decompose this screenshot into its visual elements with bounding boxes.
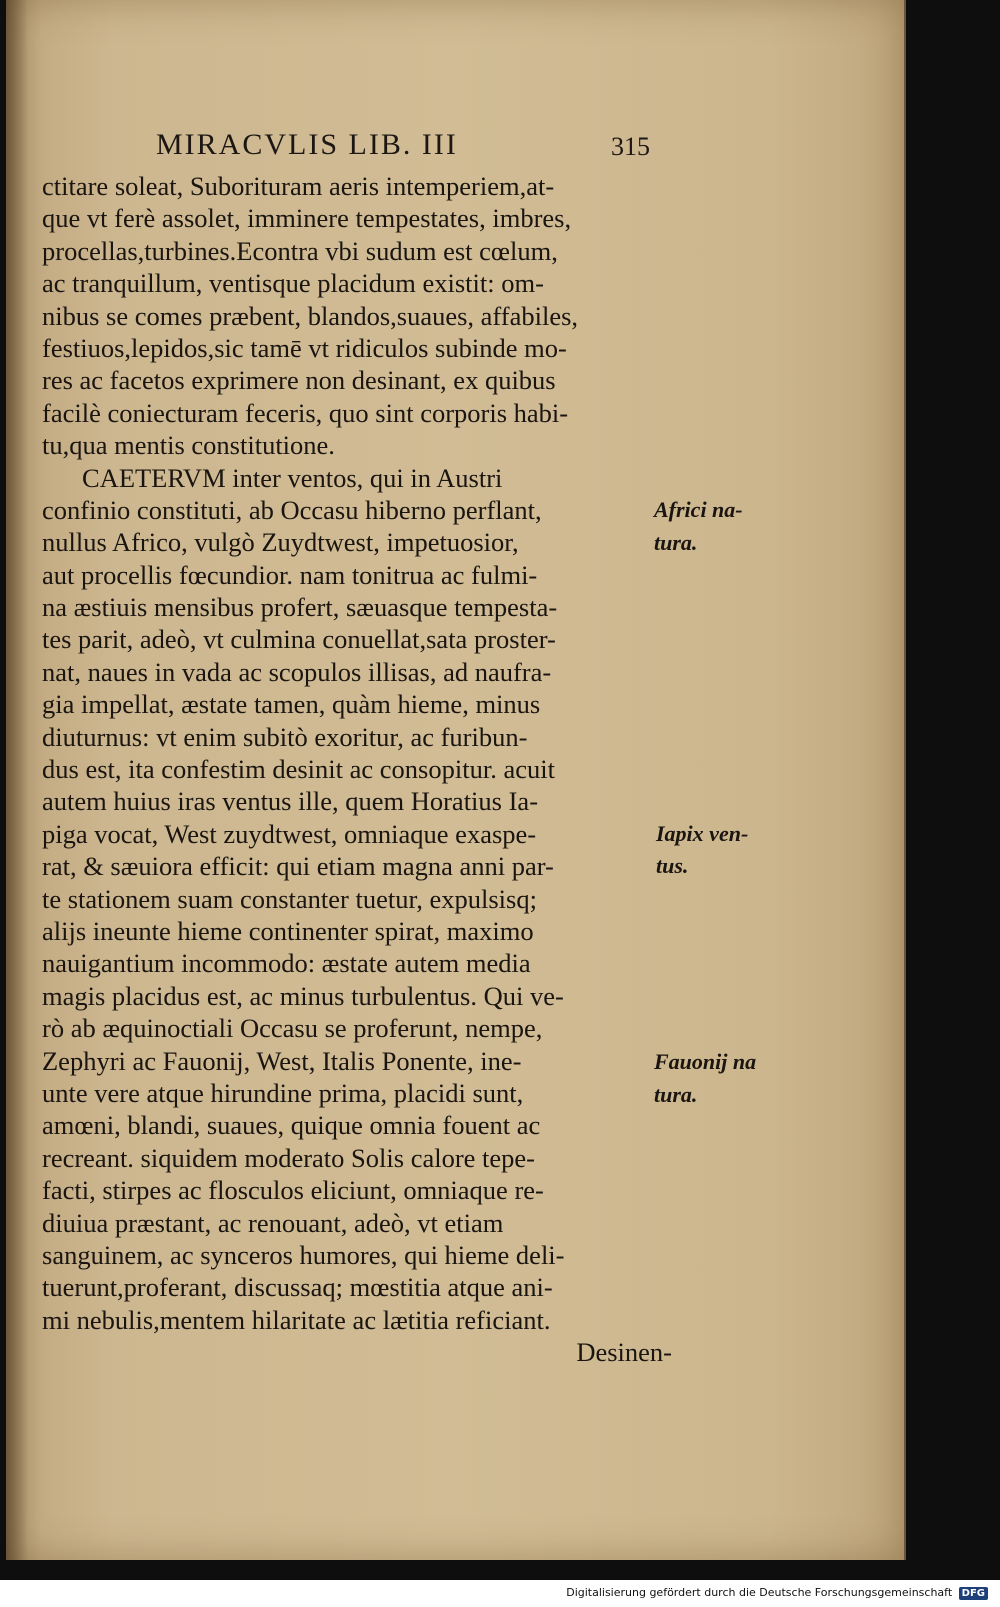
text-line: rò ab æquinoctiali Occasu se proferunt, nempe, [42,1013,543,1044]
text-line: nibus se comes præbent, blandos,suaues, affabiles, [42,300,579,331]
marginal-note: tura. [654,1082,698,1107]
text-line: autem huius iras ventus ille, quem Horatius Ia- [42,786,539,817]
catchword: Desinen- [576,1337,672,1368]
text-line: sanguinem, ac synceros humores, qui hieme deli- [42,1239,565,1270]
text-line: aut procellis fœcundior. nam tonitrua ac fulmi- [42,559,538,590]
text-line: ctitare soleat, Suborituram aeris intemperiem,at- [42,171,555,201]
text-line: facilè coniecturam feceris, quo sint corporis habi- [42,397,569,428]
running-head-title: MIRACVLIS LIB. III [156,128,458,161]
page-number: 315 [611,132,650,161]
text-line: nauigantium incommodo: æstate autem media [42,948,531,979]
text-line: piga vocat, West zuydtwest, omniaque exaspe- [42,818,537,849]
text-line: Zephyri ac Fauonij, West, Italis Ponente, ine- [42,1045,522,1076]
book-page [6,0,906,1560]
text-line: unte vere atque hirundine prima, placidi sunt, [42,1077,524,1108]
text-line: tu,qua mentis constitutione. [42,430,335,461]
text-line: que vt ferè assolet, imminere tempestates, imbres, [42,203,572,234]
text-line: alijs ineunte hieme continenter spirat, maximo [42,915,534,946]
text-line: gia impellat, æstate tamen, quàm hieme, minus [42,689,541,720]
credit-text: Digitalisierung gefördert durch die Deutsche Forschungsgemeinschaft [566,1586,953,1599]
text-line: diuturnus: vt enim subitò exoritur, ac furibun- [42,721,528,752]
text-line: recreant. siquidem moderato Solis calore tepe- [42,1142,536,1173]
text-line: facti, stirpes ac flosculos eliciunt, omniaque re- [42,1175,544,1206]
text-line: dus est, ita confestim desinit ac consopitur. acuit [42,754,555,785]
text-line: tuerunt,proferant, discussaq; mœstitia atque ani- [42,1272,553,1303]
text-line: CAETERVM inter ventos, qui in Austri [82,462,503,493]
text-line: magis placidus est, ac minus turbulentus. Qui ve- [42,980,564,1011]
marginal-note: tura. [654,530,698,555]
marginal-note: Fauonij na [654,1049,757,1074]
text-line: te stationem suam constanter tuetur, expulsisq; [42,883,537,914]
marginal-note: Iapix ven- [656,821,749,846]
digitization-credit [566,1586,988,1600]
text-line: nullus Africo, vulgò Zuydtwest, impetuosior, [42,527,519,558]
text-line: diuiua præstant, ac renouant, adeò, vt etiam [42,1207,504,1238]
text-line: tes parit, adeò, vt culmina conuellat,sata proster- [42,624,556,655]
text-line: res ac facetos exprimere non desinant, ex quibus [42,365,556,396]
text-line: rat, & sæuiora efficit: qui etiam magna anni par- [42,851,554,882]
text-line: nat, naues in vada ac scopulos illisas, ad naufra- [42,656,552,687]
text-line: mi nebulis,mentem hilaritate ac lætitia reficiant. [42,1304,551,1335]
text-line: confinio constituti, ab Occasu hiberno perflant, [42,494,542,525]
text-line: festiuos,lepidos,sic tamē vt ridiculos subinde mo- [42,332,567,363]
dfg-logo: DFG [959,1587,988,1600]
text-line: procellas,turbines.Econtra vbi sudum est cœlum, [42,235,558,266]
text-line: amœni, blandi, suaues, quique omnia fouent ac [42,1110,541,1141]
marginal-note: Africi na- [654,497,743,522]
text-line: ac tranquillum, ventisque placidum existit: om- [42,268,544,299]
marginal-note: tus. [656,853,689,878]
body-text [42,170,672,1368]
text-line: na æstiuis mensibus profert, sæuasque tempesta- [42,592,558,623]
